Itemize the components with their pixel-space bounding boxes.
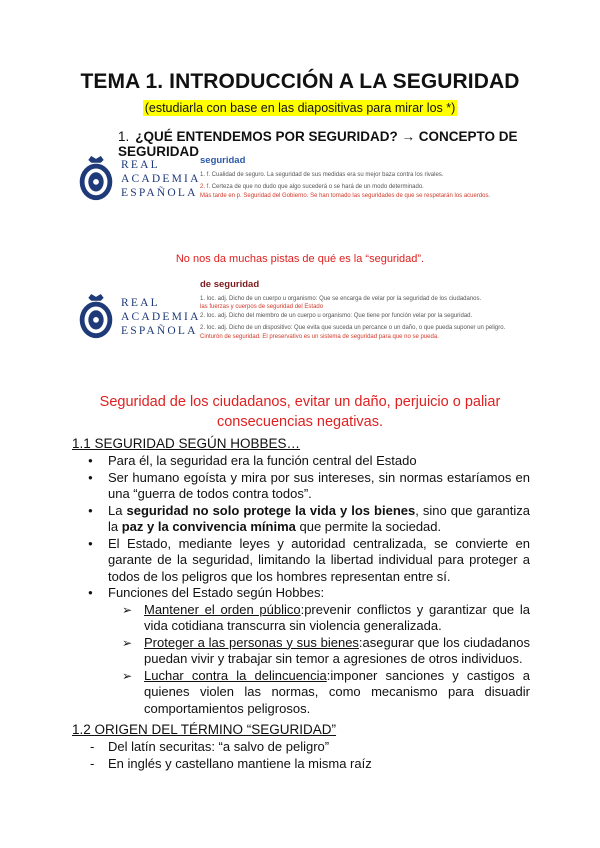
entry-text: 2. loc. adj. Dicho del miembro de un cuerpo u organismo: Que tiene por función velar por la seguridad. <box>200 312 473 319</box>
rae-line-2: ACADEMIA <box>121 311 201 323</box>
sub-list-item <box>72 635 530 668</box>
bold-text: paz y la convivencia mínima <box>121 519 296 534</box>
list-item: ● Ser humano egoísta y mira por sus intereses, sin normas estaríamos en una “guerra de todos contra todos”. <box>72 470 530 503</box>
hobbes-bullet-list <box>72 453 530 717</box>
rae-line-3: ESPAÑOLA <box>121 325 198 337</box>
highlighted-subtitle: (estudiarla con base en las diapositivas para mirar los *) <box>144 101 456 115</box>
entry-example: Más tarde en p. Seguridad del Gobierno. Se han tomado las seguridades de que se respetarán los acuerdos. <box>200 192 491 199</box>
bold-text: seguridad no solo protege la vida y los bienes <box>126 502 416 518</box>
list-item: - En inglés y castellano mantiene la misma raíz <box>72 756 530 773</box>
subtitle-container <box>0 99 600 117</box>
arrow-bullet-icon: ➢ <box>122 668 133 683</box>
sub-list-item <box>72 602 530 635</box>
list-item: ● Funciones del Estado según Hobbes: <box>72 585 530 602</box>
document-title: TEMA 1. INTRODUCCIÓN A LA SEGURIDAD <box>80 70 520 93</box>
section-1-1-heading: 1.1 SEGURIDAD SEGÚN HOBBES… <box>72 436 301 451</box>
list-item: ● El Estado, mediante leyes y autoridad centralizada, se convierte en garante de la seguridad, limitando la libertad individual para proteger a todos de los peligros que los hombres representan entre sí. <box>72 536 530 586</box>
rae-line-2: ACADEMIA <box>121 173 201 185</box>
rae-logo-2 <box>77 294 201 340</box>
section-1-number: 1. <box>118 129 130 144</box>
entry-text: 1. loc. adj. Dicho de un cuerpo u organismo: Que se encarga de velar por la seguridad de los ciudadanos. <box>200 295 482 302</box>
arrow-bullet-icon: ➢ <box>122 602 133 617</box>
text-run: :imponer sanciones y castigos a quienes violen las normas, como mecanismo para disuadir comportamientos peligrosos. <box>144 667 531 716</box>
rae-logo-1 <box>77 156 201 202</box>
underlined-term: Mantener el orden público <box>144 601 301 617</box>
entry-number: 2. f. <box>200 184 211 190</box>
red-statement: Seguridad de los ciudadanos, evitar un daño, perjuicio o paliar consecuencias negativas. <box>99 394 501 430</box>
rae-line-1: REAL <box>121 159 160 171</box>
entry-example: las fuerzas y cuerpos de seguridad del Estado <box>200 304 324 310</box>
list-item: - Del latín securitas: “a salvo de peligro” <box>72 739 530 756</box>
section-1-2-heading: 1.2 ORIGEN DEL TÉRMINO “SEGURIDAD” <box>72 722 337 737</box>
section-1-title: ¿QUÉ ENTENDEMOS POR SEGURIDAD? → CONCEPTO DE SEGURIDAD <box>118 129 518 159</box>
text-run: que permite la sociedad. <box>295 519 442 534</box>
underlined-term: Luchar contra la delincuencia <box>144 667 327 683</box>
rae-seal-icon <box>77 294 115 340</box>
dictionary-entry <box>200 324 522 341</box>
text-run: :asegurar que los ciudadanos puedan vivir y trabajar sin temor a agresiones de otros individuos. <box>144 634 530 666</box>
rae-wordmark <box>121 158 201 200</box>
rae-line-1: REAL <box>121 297 160 309</box>
entry-text: 2. loc. adj. Dicho de un dispositivo: Que evita que suceda un percance o un daño, o que pueda suponer un peligro. <box>200 325 506 331</box>
list-item: ● Para él, la seguridad era la función central del Estado <box>72 453 530 470</box>
dictionary-entry <box>200 295 522 321</box>
origin-dash-list <box>72 739 530 772</box>
red-note: No nos da muchas pistas de qué es la “seguridad”. <box>175 253 425 265</box>
text-run: La <box>108 502 127 518</box>
rae-line-3: ESPAÑOLA <box>121 187 198 199</box>
dictionary-entry: 1. f. Cualidad de seguro. La seguridad de sus medidas era su mejor baza contra los rivales. <box>200 171 444 178</box>
sub-list-item <box>72 668 530 718</box>
text-run: , sino que garantiza la <box>108 502 530 534</box>
arrow-bullet-icon: ➢ <box>122 635 133 650</box>
underlined-term: Proteger a las personas y sus bienes <box>144 634 359 650</box>
dictionary-panel-1 <box>200 157 520 204</box>
dictionary-entry <box>200 183 520 200</box>
dictionary-heading-2: de seguridad <box>200 279 260 290</box>
entry-example: Cinturón de seguridad. El preservativo es un sistema de seguridad para que no se pueda. <box>200 333 439 340</box>
rae-wordmark <box>121 296 201 338</box>
dictionary-heading-1: seguridad <box>200 155 246 166</box>
rae-seal-icon <box>77 156 115 202</box>
dictionary-panel-2 <box>200 281 522 345</box>
entry-text: Certeza de que no dudo que algo sucederá o se hará de un modo determinado. <box>211 184 424 190</box>
list-item <box>72 503 530 536</box>
text-run: :prevenir conflictos y garantizar que la vida cotidiana transcurra sin violencia generalizada. <box>144 601 530 633</box>
section-1-heading <box>118 129 600 159</box>
